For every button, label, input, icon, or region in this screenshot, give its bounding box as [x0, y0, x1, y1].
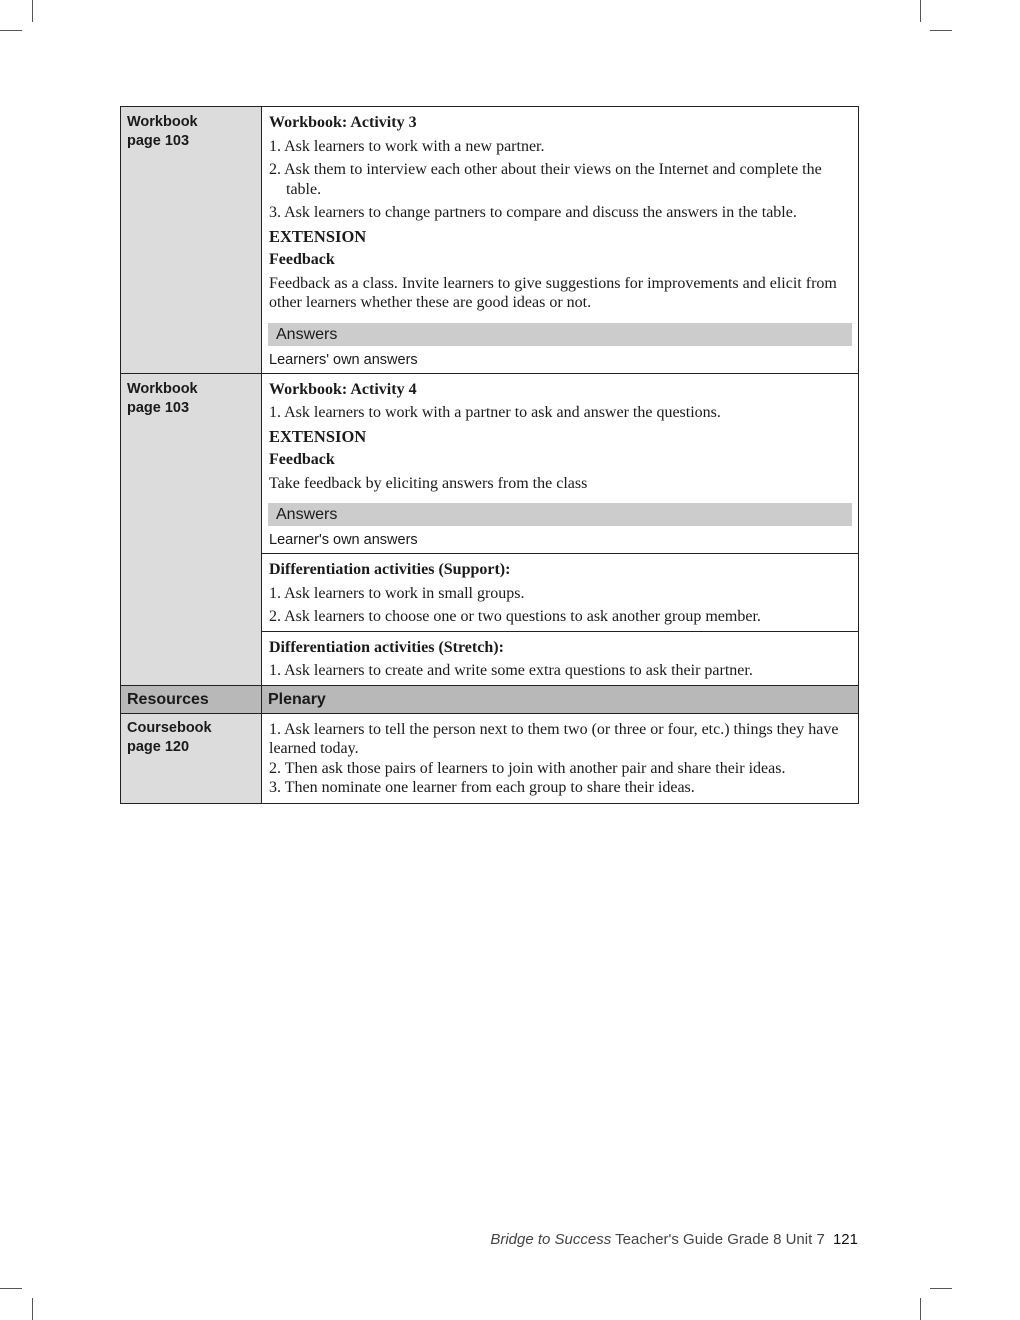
page-footer [490, 1231, 858, 1248]
page-number: 121 [832, 1231, 858, 1248]
list-item: 2. Ask them to interview each other about their views on the Internet and complete the table. [269, 161, 822, 198]
activity-heading: Workbook: Activity 3 [269, 114, 417, 131]
list-item: 3. Ask learners to change partners to compare and discuss the answers in the table. [269, 204, 797, 221]
extension-heading: EXTENSION [269, 226, 367, 246]
stretch-heading: Differentiation activities (Stretch): [269, 638, 504, 656]
resource-label: Workbook [127, 380, 198, 397]
crop-mark [0, 1288, 22, 1289]
crop-mark [32, 0, 33, 22]
plenary-line: 2. Then ask those pairs of learners to join with another pair and share their ideas. [269, 759, 786, 777]
plenary-row [121, 713, 859, 803]
feedback-text: Take feedback by eliciting answers from the class [269, 474, 588, 492]
crop-mark [32, 1298, 33, 1320]
crop-mark [930, 1288, 952, 1289]
crop-mark [920, 0, 921, 22]
resource-page: page 103 [127, 399, 190, 416]
resource-cell [121, 107, 262, 374]
activity-4-content [262, 373, 859, 554]
support-content [262, 554, 859, 632]
activity-heading: Workbook: Activity 4 [269, 380, 417, 398]
resource-page: page 120 [127, 738, 190, 755]
answers-text: Learners' own answers [269, 351, 418, 368]
crop-mark [930, 30, 952, 31]
list-item: 1. Ask learners to create and write some extra questions to ask their partner. [269, 662, 753, 679]
crop-mark [920, 1298, 921, 1320]
resource-cell [121, 713, 262, 803]
plenary-line: 3. Then nominate one learner from each group to share their ideas. [269, 779, 695, 796]
plenary-line: 1. Ask learners to tell the person next to them two (or three or four, etc.) things they have learned today. [269, 720, 839, 757]
list-item: 1. Ask learners to work with a new partner. [269, 137, 545, 155]
guide-label: Teacher's Guide Grade 8 Unit 7 [615, 1231, 825, 1248]
lesson-plan-table [120, 106, 859, 804]
resource-page: page 103 [127, 133, 190, 149]
crop-mark [0, 30, 22, 31]
resource-label: Coursebook [127, 719, 212, 736]
resource-cell [121, 373, 262, 685]
support-heading: Differentiation activities (Support): [269, 561, 511, 578]
plenary-header: Plenary [262, 685, 859, 713]
activity-3-content [262, 107, 859, 374]
plenary-content [262, 713, 859, 803]
activity-4-row [121, 373, 859, 554]
list-item: 1. Ask learners to work in small groups. [269, 584, 525, 602]
list-item: 2. Ask learners to choose one or two questions to ask another group member. [269, 608, 761, 625]
section-header-row [121, 685, 859, 713]
stretch-content [262, 631, 859, 685]
answers-bar: Answers [268, 323, 852, 346]
feedback-heading: Feedback [269, 251, 335, 268]
answers-bar: Answers [268, 503, 852, 526]
resources-header: Resources [121, 685, 262, 713]
feedback-text: Feedback as a class. Invite learners to give suggestions for improvements and elicit from other learners whether these are good ideas or not. [269, 274, 837, 311]
activity-3-row [121, 107, 859, 374]
extension-heading: EXTENSION [269, 426, 367, 446]
feedback-heading: Feedback [269, 451, 335, 468]
resource-label: Workbook [127, 114, 198, 130]
book-title: Bridge to Success [490, 1231, 612, 1248]
answers-text: Learner's own answers [269, 532, 418, 548]
list-item: 1. Ask learners to work with a partner to ask and answer the questions. [269, 404, 721, 421]
